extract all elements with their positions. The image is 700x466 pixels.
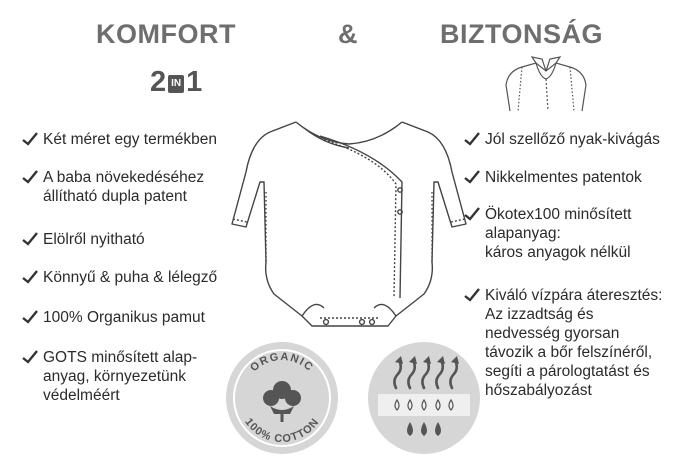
feature-left-2: [22, 168, 204, 206]
checkmark-icon: [22, 310, 38, 324]
checkmark-icon: [22, 170, 38, 184]
two-in-one-logo: [150, 62, 202, 102]
two-in-one-post: 1: [186, 66, 203, 98]
feature-right-4-text: Kiváló vízpára áteresztés: Az izzadtság és nedvesség gyorsan távozik a bőr felszínéről, segíti a párologtatást és hőszabályozást: [485, 287, 663, 399]
organic-badge-top-text: ORGANIC: [248, 350, 316, 375]
feature-right-3: [464, 205, 631, 262]
breathable-fabric-icon: [366, 340, 482, 456]
organic-cotton-badge-icon: [224, 340, 340, 456]
feature-left-3: [22, 230, 145, 249]
feature-left-6: [22, 348, 197, 405]
checkmark-icon: [22, 270, 38, 284]
two-in-one-badge: IN: [168, 75, 184, 93]
header-komfort: KOMFORT: [96, 19, 236, 49]
feature-right-3-text: Ökotex100 minősített alapanyag: káros anyagok nélkül: [485, 206, 632, 261]
feature-left-5: [22, 308, 205, 327]
feature-right-4: [464, 286, 662, 400]
checkmark-icon: [22, 232, 38, 246]
two-in-one-pre: 2: [150, 66, 167, 98]
checkmark-icon: [22, 350, 38, 364]
feature-left-4-text: Könnyű & puha & lélegző: [43, 269, 218, 286]
feature-right-2: [464, 168, 642, 187]
feature-left-3-text: Elölről nyitható: [43, 231, 145, 248]
feature-left-2-text: A baba növekedéséhez állítható dupla patent: [43, 169, 205, 205]
feature-left-6-text: GOTS minősített alap- anyag, környezetünk védelméért: [43, 349, 198, 404]
feature-right-2-text: Nikkelmentes patentok: [485, 169, 642, 186]
feature-left-1-text: Két méret egy termékben: [43, 131, 218, 148]
feature-right-1-text: Jól szellőző nyak-kivágás: [485, 131, 660, 148]
checkmark-icon: [22, 132, 38, 146]
header-biztonsag: BIZTONSÁG: [440, 19, 604, 49]
feature-left-1: [22, 130, 217, 149]
organic-badge-bottom-text: 100% COTTON: [242, 416, 322, 446]
bodysuit-illustration: [224, 112, 474, 334]
feature-right-1: [464, 130, 660, 149]
collar-illustration: [496, 55, 596, 113]
feature-left-4: [22, 268, 217, 287]
header-ampersand: &: [338, 19, 358, 49]
feature-left-5-text: 100% Organikus pamut: [43, 309, 205, 326]
